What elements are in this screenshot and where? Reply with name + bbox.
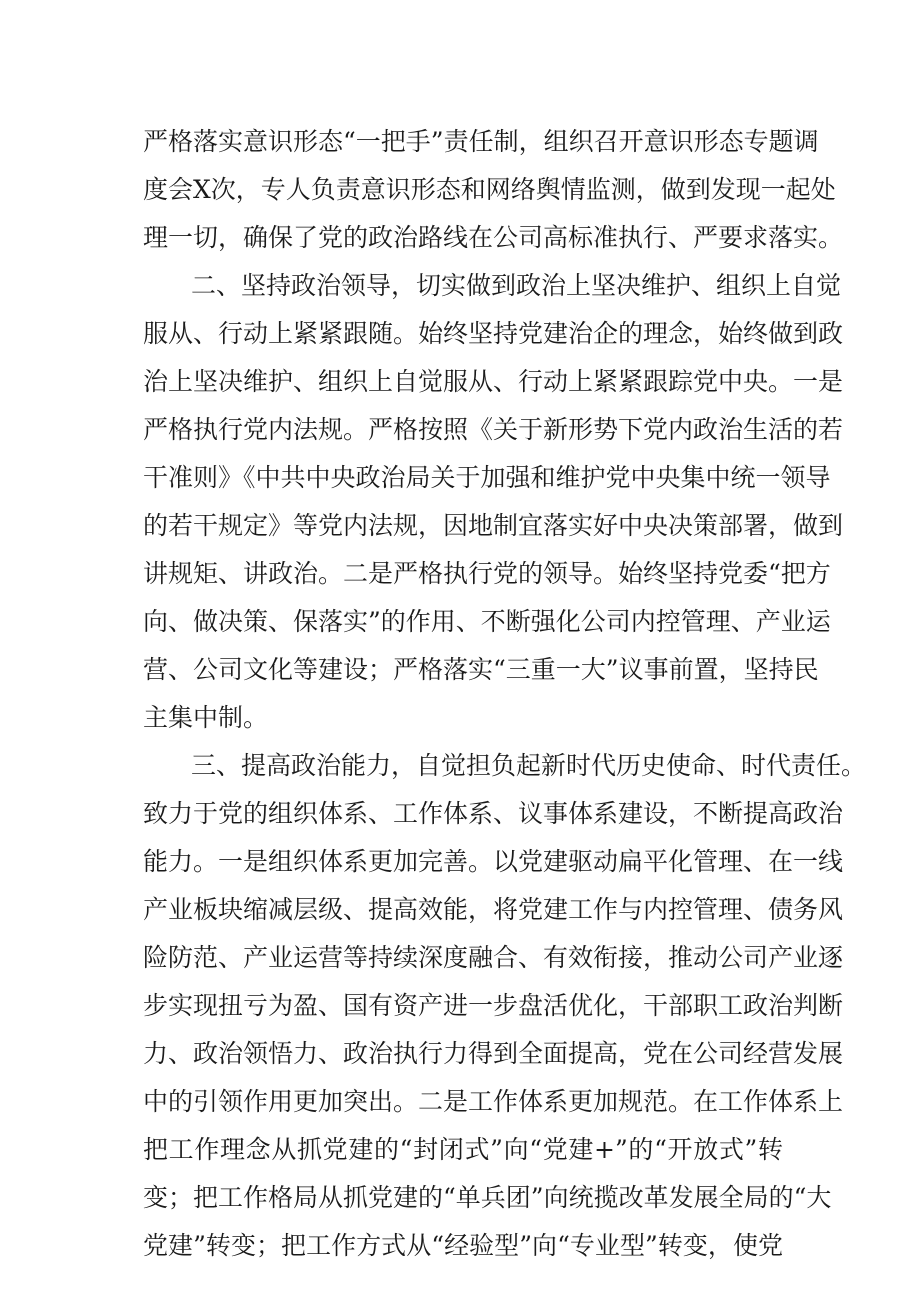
text-line: 治上坚决维护、组织上自觉服从、行动上紧紧跟踪党中央。一是 bbox=[143, 367, 844, 396]
text-line: 产业板块缩减层级、提高效能，将党建工作与内控管理、债务风 bbox=[143, 895, 844, 924]
text-line: 险防范、产业运营等持续深度融合、有效衔接，推动公司产业逐 bbox=[143, 943, 844, 972]
text-line: 致力于党的组织体系、工作体系、议事体系建设，不断提高政治 bbox=[143, 799, 844, 828]
text-line: 变；把工作格局从抓党建的“单兵团”向统揽改革发展全局的“大 bbox=[143, 1183, 832, 1212]
text-line: 严格执行党内法规。严格按照《关于新形势下党内政治生活的若 bbox=[143, 415, 844, 444]
text-line: 干准则》《中共中央政治局关于加强和维护党中央集中统一领导 bbox=[143, 463, 831, 492]
text-line: 向、做决策、保落实”的作用、不断强化公司内控管理、产业运 bbox=[143, 607, 831, 636]
text-line: 服从、行动上紧紧跟随。始终坚持党建治企的理念，始终做到政 bbox=[143, 319, 844, 348]
text-line: 中的引领作用更加突出。二是工作体系更加规范。在工作体系上 bbox=[143, 1087, 844, 1116]
text-line: 严格落实意识形态“一把手”责任制，组织召开意识形态专题调 bbox=[143, 127, 819, 156]
text-line: 主集中制。 bbox=[143, 703, 269, 732]
text-line: 讲规矩、讲政治。二是严格执行党的领导。始终坚持党委“把方 bbox=[143, 559, 831, 588]
text-line: 理一切，确保了党的政治路线在公司高标准执行、严要求落实。 bbox=[143, 223, 844, 252]
text-line: 度会X次，专人负责意识形态和网络舆情监测，做到发现一起处 bbox=[143, 175, 836, 204]
paragraph-heading-line: 二、坚持政治领导，切实做到政治上坚决维护、组织上自觉 bbox=[191, 271, 842, 300]
paragraph-heading-line: 三、提高政治能力，自觉担负起新时代历史使命、时代责任。 bbox=[191, 751, 867, 780]
text-line: 步实现扭亏为盈、国有资产进一步盘活优化，干部职工政治判断 bbox=[143, 991, 844, 1020]
text-line: 营、公司文化等建设；严格落实“三重一大”议事前置，坚持民 bbox=[143, 655, 819, 684]
text-line: 把工作理念从抓党建的“封闭式”向“党建+”的“开放式”转 bbox=[143, 1135, 783, 1164]
text-line: 的若干规定》等党内法规，因地制宜落实好中央决策部署，做到 bbox=[143, 511, 844, 540]
text-line: 能力。一是组织体系更加完善。以党建驱动扁平化管理、在一线 bbox=[143, 847, 844, 876]
text-line: 力、政治领悟力、政治执行力得到全面提高，党在公司经营发展 bbox=[143, 1039, 844, 1068]
text-line: 党建”转变；把工作方式从“经验型”向“专业型”转变，使党 bbox=[143, 1231, 783, 1260]
